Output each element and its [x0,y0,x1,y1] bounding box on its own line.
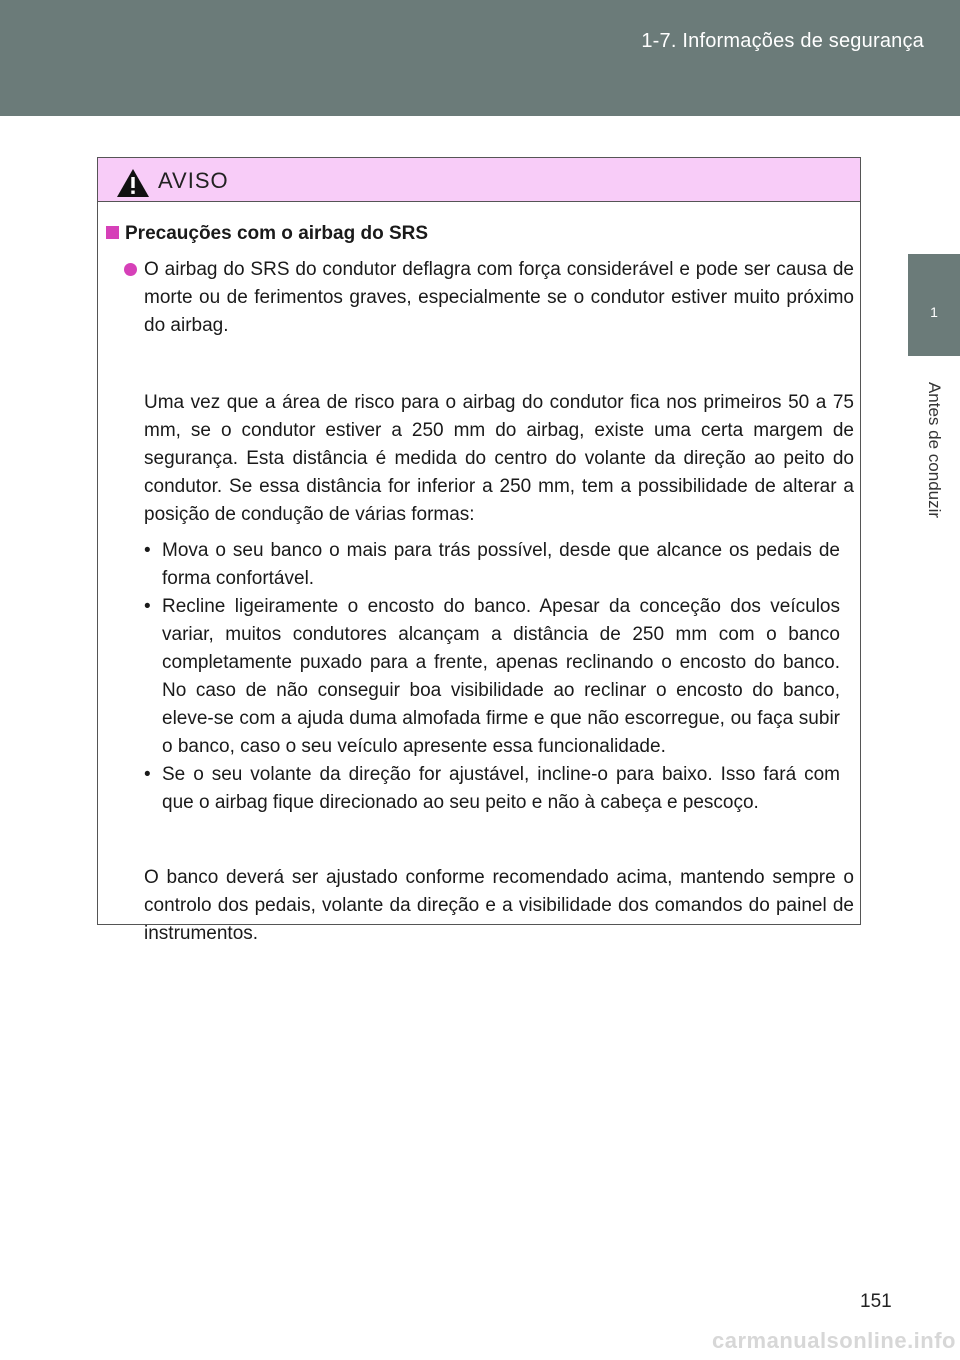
chapter-number: 1 [930,304,938,320]
warning-box [97,157,861,944]
warning-title: AVISO [158,168,229,193]
paragraph-3: O banco deverá ser ajustado conforme recomendado acima, mantendo sempre o controlo dos pedais, volante da direção e a visibilidade dos comandos do painel de instrumentos. [144,867,854,944]
section-heading-text: Precauções com o airbag do SRS [125,223,429,244]
list-item [144,593,840,761]
page-header [0,0,960,116]
square-bullet-icon [106,226,119,239]
bullet-dot-icon: • [144,764,151,785]
paragraph-2: Uma vez que a área de risco para o airbag do condutor fica nos primeiros 50 a 75 mm, se o condutor estiver a 250 mm do airbag, existe uma certa margem de segurança. Esta distância é medida do centro do volante da direção ao peito do condutor. Se essa distância for inferior a 250 mm, tem a possibilidade de alterar a posição de condução de várias formas: [144,392,854,525]
bullet-list [144,537,840,817]
list-item [144,761,840,817]
chapter-tab [908,254,960,356]
section-title: 1-7. Informações de segurança [641,30,924,52]
bullet-dot-icon: • [144,540,151,561]
paragraph-1: O airbag do SRS do condutor deflagra com força considerável e pode ser causa de morte ou de ferimentos graves, especialmente se o condutor estiver muito próximo do airbag. [144,259,854,336]
list-item-text: Mova o seu banco o mais para trás possível, desde que alcance os pedais de forma confortável. [162,540,840,589]
circle-bullet-icon [124,263,137,276]
list-item [144,537,840,593]
warning-header [98,158,860,202]
list-item-text: Se o seu volante da direção for ajustável, incline-o para baixo. Isso fará com que o airbag fique direcionado ao seu peito e não à cabeça e pescoço. [162,764,840,813]
warning-triangle-icon [116,168,150,198]
chapter-label: Antes de conduzir [925,381,944,519]
bullet-dot-icon: • [144,596,151,617]
page-number: 151 [860,1291,892,1312]
section-heading [106,220,428,248]
list-item-text: Recline ligeiramente o encosto do banco. Apesar da conceção dos veículos variar, muitos condutores alcançam a distância de 250 mm com o banco completamente puxado para a frente, apenas reclinando o encosto do banco. No caso de não conseguir boa visibilidade ao reclinar o encosto do banco, eleve-se com a ajuda duma almofada firme e que não escorregue, ou faça subir o banco, caso o seu veículo apresente essa funcionalidade. [162,596,840,757]
watermark: carmanualsonline.info [712,1328,956,1353]
